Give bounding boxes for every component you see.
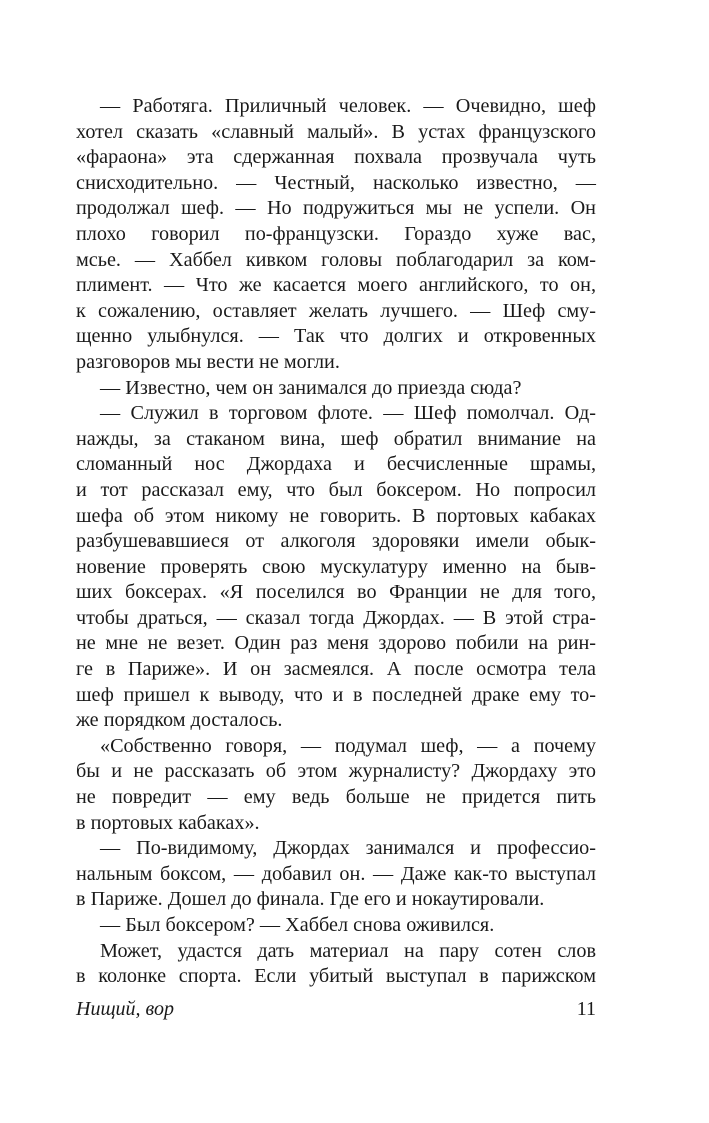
text-line: мсье. — Хаббел кивком головы поблагодарил за ком- xyxy=(76,248,596,271)
text-line: щенно улыбнулся. — Так что долгих и откровенных xyxy=(76,325,596,348)
text-line: нажды, за стаканом вина, шеф обратил внимание на xyxy=(76,427,596,450)
text-line: ших боксерах. «Я поселился во Франции не для того, xyxy=(76,581,596,604)
text-line: — Известно, чем он занимался до приезда сюда? xyxy=(100,376,522,399)
text-line: «фараона» эта сдержанная похвала прозвучала чуть xyxy=(76,146,596,169)
text-line: снисходительно. — Честный, насколько известно, — xyxy=(76,171,596,194)
text-line: Может, удастся дать материал на пару сотен слов xyxy=(100,939,596,962)
text-line: не повредит — ему ведь больше не придется пить xyxy=(76,786,596,809)
text-line: хотел сказать «славный малый». В устах французского xyxy=(76,120,596,143)
text-line: в портовых кабаках». xyxy=(76,811,260,834)
text-line: в колонке спорта. Если убитый выступал в парижском xyxy=(76,965,596,988)
text-line: чтобы драться, — сказал тогда Джордах. — В этой стра- xyxy=(76,606,596,629)
text-line: шефа об этом никому не говорить. В портовых кабаках xyxy=(76,504,596,527)
text-line: не мне не везет. Один раз меня здорово побили на рин- xyxy=(76,632,596,655)
text-line: сломанный нос Джордаха и бесчисленные шрамы, xyxy=(76,453,596,476)
text-line: нальным боксом, — добавил он. — Даже как-то выступал xyxy=(76,862,596,885)
text-line: — Был боксером? — Хаббел снова оживился. xyxy=(100,914,495,936)
text-line: шеф пришел к выводу, что и в последней драке ему то- xyxy=(76,683,596,706)
text-line: плимент. — Что же касается моего английского, то он, xyxy=(76,274,596,297)
text-line: разговоров мы вести не могли. xyxy=(76,350,340,373)
text-line: ге в Париже». И он засмеялся. А после осмотра тела xyxy=(76,658,596,681)
text-line: продолжал шеф. — Но подружиться мы не успели. Он xyxy=(76,197,596,220)
text-line: и тот рассказал ему, что был боксером. Но попросил xyxy=(76,478,596,501)
text-line: разбушевавшиеся от алкоголя здоровяки имели обык- xyxy=(76,530,596,553)
page-number: 11 xyxy=(576,998,596,1020)
text-line: плохо говорил по-французски. Гораздо хуже вас, xyxy=(76,222,596,245)
text-line: — По-видимому, Джордах занимался и профессио- xyxy=(100,837,596,860)
text-line: — Работяга. Приличный человек. — Очевидно, шеф xyxy=(100,95,596,117)
running-footer-title: Нищий, вор xyxy=(76,998,174,1020)
body-text xyxy=(76,94,596,990)
text-line: к сожалению, оставляет желать лучшего. — Шеф сму- xyxy=(76,299,596,322)
text-line: новение проверять свою мускулатуру именно на быв- xyxy=(76,555,596,578)
text-line: «Собственно говоря, — подумал шеф, — а почему xyxy=(100,734,596,757)
text-line: бы и не рассказать об этом журналисту? Джордаху это xyxy=(76,760,596,783)
text-line: же порядком досталось. xyxy=(76,709,283,732)
text-line: в Париже. Дошел до финала. Где его и нокаутировали. xyxy=(76,888,545,911)
text-line: — Служил в торговом флоте. — Шеф помолчал. Од- xyxy=(100,402,596,425)
